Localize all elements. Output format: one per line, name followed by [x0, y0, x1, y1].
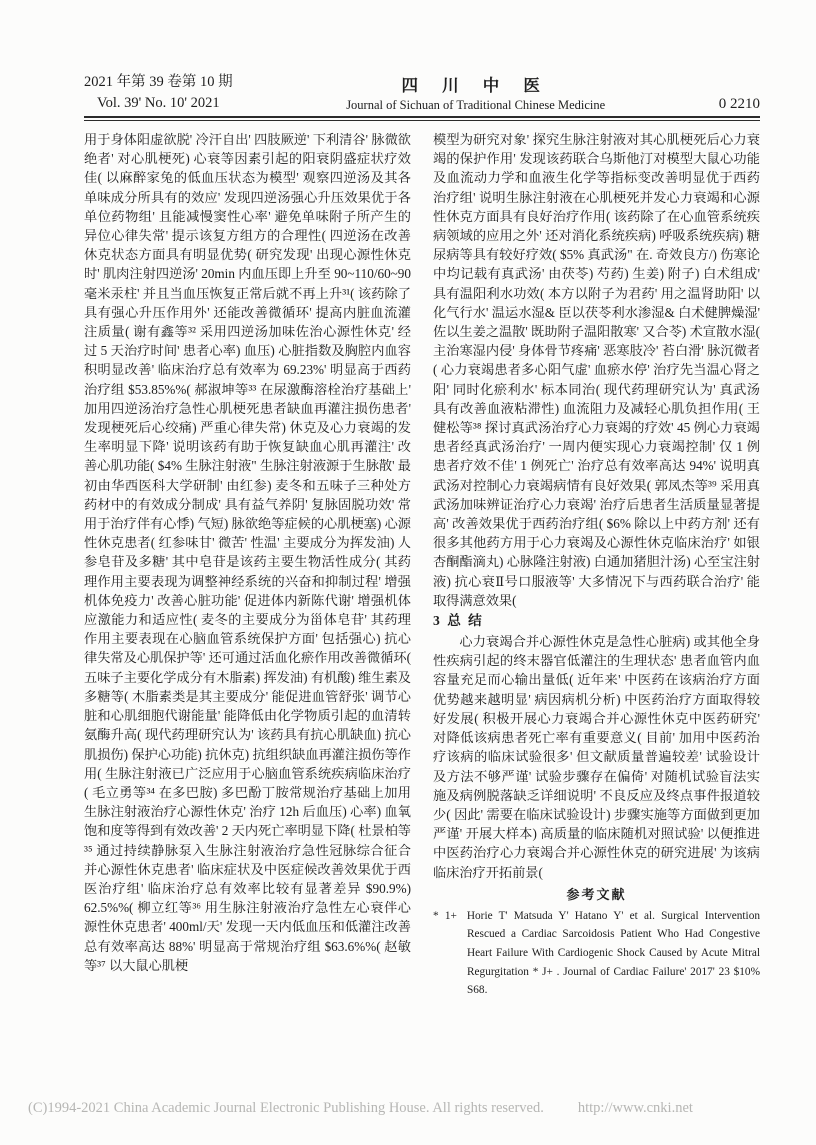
journal-title-en: Journal of Sichuan of Traditional Chinese Medicine — [346, 98, 606, 112]
section-heading-summary: 3 总 结 — [433, 613, 484, 629]
left-column — [84, 130, 411, 1092]
cnki-url: http://www.cnki.net — [577, 1100, 693, 1116]
summary-paragraph: 心力衰竭合并心源性休克是急性心脏病) 或其他全身性疾病引起的终末器官低灌注的生理状态' 患者血管内血容量充足而心输出量低( 近年来' 中医药在该病治疗方面优势越来越明显' 病因病机分析) 中医药治疗方面取得较好发展( 积极开展心力衰竭合并心源性休克中医药研究' 对降低该病患者死亡率有重要意义( 目前' 加用中医药治疗该病的临床试验很多' 但文献质量普遍较差' 试验设计及方法不够严谨' 试验步骤存在偏倚' 对随机试验盲法实施及病例脱落缺乏详细说明' 不良反应及终点事件报道较少( 因此' 需要在临床试验设计) 步骤实施等方面做到更加严谨' 开展大样本) 高质量的临床随机对照试验' 以便推进中医药治疗心力衰竭合并心源性休克的研究进展' 为该病临床治疗开拓前景( — [433, 634, 760, 880]
article-body — [84, 130, 760, 1092]
reference-item-1 — [433, 907, 760, 1000]
reference-text: Horie T' Matsuda Y' Hatano Y' et al. Surgical Intervention Rescued a Cardiac Sarcoidosis Patient Who Had Congestive Heart Failure With Cardiogenic Shock Caused by Acute Mitral Regurgitation * J+ . Journal of Cardiac Failure' 2017' 23 $10% S68. — [466, 909, 760, 997]
reference-label: * 1+ — [433, 909, 457, 922]
copyright-text: (C)1994-2021 China Academic Journal Electronic Publishing House. All rights reserved. — [28, 1100, 544, 1116]
journal-title-block — [346, 76, 605, 114]
right-column — [433, 130, 760, 1092]
right-column-paragraph: 模型为研究对象' 探究生脉注射液对其心肌梗死后心力衰竭的保护作用' 发现该药联合乌斯他汀对模型大鼠心功能及血流动力学和血液生化学等指标变改善明显优于西药治疗组' 说明生脉注射液在心肌梗死并发心力衰竭和心源性休克方面具有良好治疗作用( 该药除了在心血管系统疾病领域的应用之外' 还对消化系统疾病) 呼吸系统疾病) 糖尿病等具有较好疗效( $5% 真武汤" 在. 奇效良方/) 伤寒论中均记载有真武汤' 由茯苓) 芍药) 生姜) 附子) 白术组成' 具有温阳利水功效( 本方以附子为君药' 用之温肾助阳' 以化气行水' 温运水湿& 臣以茯苓利水渗湿& 白术健脾燥湿' 佐以生姜之温散' 既助附子温阳散寒' 又合苓) 术宣散水湿( 主治寒湿内侵' 身体骨节疼痛' 恶寒肢冷' 苔白滑' 脉沉微者( 心力衰竭患者多心阳气虚' 血瘀水停' 治疗先当温心肾之阳' 同时化瘀利水' 标本同治( 现代药理研究认为' 真武汤具有改善血液粘滞性) 血流阻力及减轻心肌负担作用( 王健松等³⁸ 探讨真武汤治疗心力衰竭的疗效' 45 例心力衰竭患者经真武汤治疗' 一周内便实现心力衰竭控制' 仅 1 例患者疗效不佳' 1 例死亡' 治疗总有效率高达 94%' 说明真武汤对控制心力衰竭病情有良好效果( 郭凤杰等³⁹ 采用真武汤加味辨证治疗心力衰竭' 治疗后患者生活质量显著提高' 改善效果优于西药治疗组( $6% 除以上中药方剂' 还有很多其他药方用于心力衰竭及心源性休克临床治疗' 如银杏酮酯滴丸) 心脉隆注射液) 白通加猪胆汁汤) 心至宝注射液) 抗心衰Ⅱ号口服液等' 大多情况下与西药联合治疗' 能取得满意效果( — [433, 132, 760, 608]
journal-title-cn: 四 川 中 医 — [401, 76, 550, 95]
page-code: 0 2210 — [718, 96, 760, 112]
issue-line-en: Vol. 39' No. 10' 2021 — [97, 95, 220, 111]
references-heading: 参考文献 — [566, 886, 627, 902]
header-double-rule — [84, 116, 760, 121]
issue-info — [84, 72, 233, 114]
issue-line-cn: 2021 年第 39 卷第 10 期 — [84, 74, 233, 90]
page-header — [84, 72, 760, 114]
page-footer — [28, 1100, 798, 1117]
left-column-paragraph: 用于身体阳虚欲脱' 冷汗自出' 四肢厥逆' 下利清谷' 脉微欲绝者' 对心肌梗死) 心衰等因素引起的阳衰阴盛症状疗效佳( 以麻醉家兔的低血压状态为模型' 观察四逆汤及其各单味成分所具有的效应' 发现四逆汤强心升压效果优于各单位药物组' 且能减慢窦性心率' 避免单味附子所产生的异位心律失常' 提示该复方组方的合理性( 四逆汤在改善休克状态方面具有明显优势( 研究发现' 出现心源性休克时' 肌肉注射四逆汤' 20min 内血压即上升至 90~110/60~90 毫米汞柱' 并且当血压恢复正常后就不再上升³¹( 该药除了具有强心升压作用外' 还能改善微循环' 提高内脏血流灌注质量( 谢有鑫等³² 采用四逆汤加味佐治心源性休克' 经过 5 天治疗时间' 患者心率) 血压) 心脏指数及胸腔内血容积明显改善' 临床治疗总有效率为 69.23%' 明显高于西药治疗组 $53.85%%( 郝淑坤等³³ 在尿激酶溶栓治疗基础上' 加用四逆汤治疗急性心肌梗死患者缺血再灌注损伤患者' 发现梗死后心绞痛) 严重心律失常) 休克及心力衰竭的发生率明显下降' 说明该药有助于恢复缺血心肌再灌注' 改善心肌功能( $4% 生脉注射液" 生脉注射液源于生脉散' 最初由华西医科大学研制' 由红参) 麦冬和五味子三种处方药材中的有效成分制成' 具有益气养阴' 复脉固脱功效' 常用于治疗伴有心悸) 气短) 脉欲绝等症候的心肌梗塞) 心源性休克患者( 红参味甘' 微苦' 性温' 主要成分为挥发油) 人参皂苷及多糖' 其中皂苷是该药主要生物活性成分( 其药理作用主要表现为调整神经系统的兴奋和抑制过程' 增强机体免疫力' 改善心脏功能' 促进体内新陈代谢' 增强机体应激能力和适应性( 麦冬的主要成分为甾体皂苷' 其药理作用主要表现在心脑血管系统保护方面' 包括强心) 抗心律失常及心肌保护等' 还可通过活血化瘀作用改善微循环( 五味子主要化学成分有木脂素) 挥发油) 有机酸) 维生素及多糖等( 木脂素类是其主要成分' 能促进血管舒张' 调节心脏和心肌细胞代谢能量' 能降低由化学物质引起的血清转氨酶升高( 现代药理研究认为' 该药具有抗心肌缺血) 抗心肌损伤) 保护心功能) 抗休克) 抗组织缺血再灌注损伤等作用( 生脉注射液已广泛应用于心脑血管系统疾病临床治疗( 毛立勇等³⁴ 在多巴胺) 多巴酚丁胺常规治疗基础上加用生脉注射液治疗心源性休克' 治疗 12h 后血压) 心率) 血氧饱和度等得到有效改善' 2 天内死亡率明显下降( 杜景柏等³⁵ 通过持续静脉泵入生脉注射液治疗急性冠脉综合征合并心源性休克患者' 临床症状及中医症候改善效果优于西医治疗组' 临床治疗总有效率比较有显著差异 $90.9%) 62.5%%( 柳立红等³⁶ 用生脉注射液治疗急性左心衰伴心源性休克患者' 400ml/天' 发现一天内低血压和低灌注改善总有效率高达 88%' 明显高于常规治疗组 $63.6%%( 赵敏等³⁷ 以大鼠心肌梗 — [84, 132, 411, 973]
